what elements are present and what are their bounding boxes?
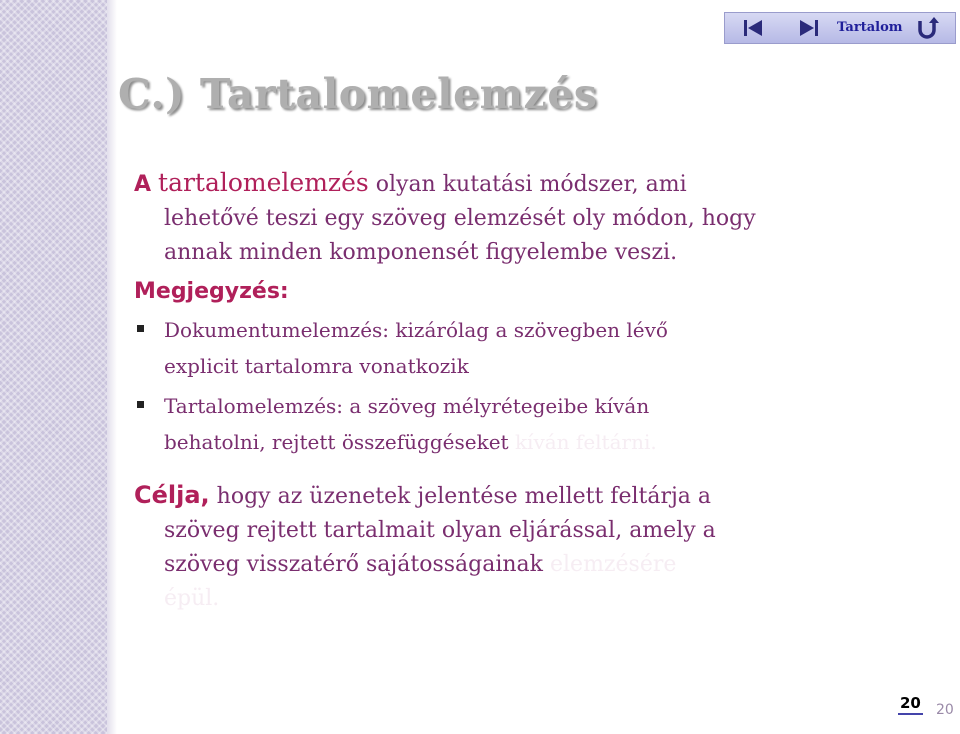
- return-button[interactable]: [913, 16, 941, 40]
- slide-number-bold: 20: [900, 694, 921, 712]
- purpose-lead: Célja,: [134, 481, 210, 509]
- purpose-faded-text-2: épül.: [164, 586, 220, 611]
- definition-term: tartalomelemzés: [158, 168, 369, 197]
- next-slide-button[interactable]: [795, 16, 823, 40]
- bullet-2-line2: behatolni, rejtett összefüggéseket: [164, 430, 509, 454]
- purpose-paragraph: [134, 478, 934, 616]
- definition-line1: olyan kutatási módszer, ami: [375, 172, 687, 197]
- definition-line3: annak minden komponensét figyelembe veszi.: [164, 240, 678, 265]
- bullet-2-line1: Tartalomelemzés: a szöveg mélyrétegeibe kíván: [164, 394, 650, 418]
- next-slide-icon: [797, 18, 821, 38]
- purpose-line1: hogy az üzenetek jelentése mellett feltárja a: [216, 484, 712, 509]
- bullet-marker-icon: [137, 325, 144, 332]
- note-bullet-1: [134, 312, 934, 384]
- purpose-line3: [134, 548, 934, 582]
- definition-paragraph: [134, 166, 934, 270]
- purpose-line2: szöveg rejtett tartalmait olyan eljárással, amely a: [164, 518, 716, 543]
- first-slide-icon: [741, 18, 765, 38]
- note-bullet-2: [134, 388, 934, 460]
- bullet-2-faded-text: kíván feltárni.: [514, 430, 657, 454]
- slide-title: C.) Tartalomelemzés: [118, 70, 598, 118]
- bullet-marker-icon: [137, 401, 144, 408]
- definition-line2: lehetővé teszi egy szöveg elemzését oly módon, hogy: [164, 206, 756, 231]
- decorative-side-strip: [0, 0, 107, 734]
- bullet-1-line2: explicit tartalomra vonatkozik: [164, 354, 469, 378]
- slide-content: [134, 166, 934, 638]
- first-slide-button[interactable]: [739, 16, 767, 40]
- purpose-line3-text: szöveg visszatérő sajátosságainak: [164, 552, 543, 577]
- contents-link[interactable]: Tartalom: [837, 20, 903, 35]
- slide-number: 20: [936, 702, 954, 718]
- note-heading: Megjegyzés:: [134, 279, 289, 304]
- purpose-faded-text-1: elemzésére: [550, 552, 677, 577]
- slide-navigation-bar: [724, 12, 956, 44]
- return-icon: [915, 17, 939, 39]
- bullet-1-line1: Dokumentumelemzés: kizárólag a szövegben lévő: [164, 318, 668, 342]
- definition-lead: A: [134, 172, 152, 197]
